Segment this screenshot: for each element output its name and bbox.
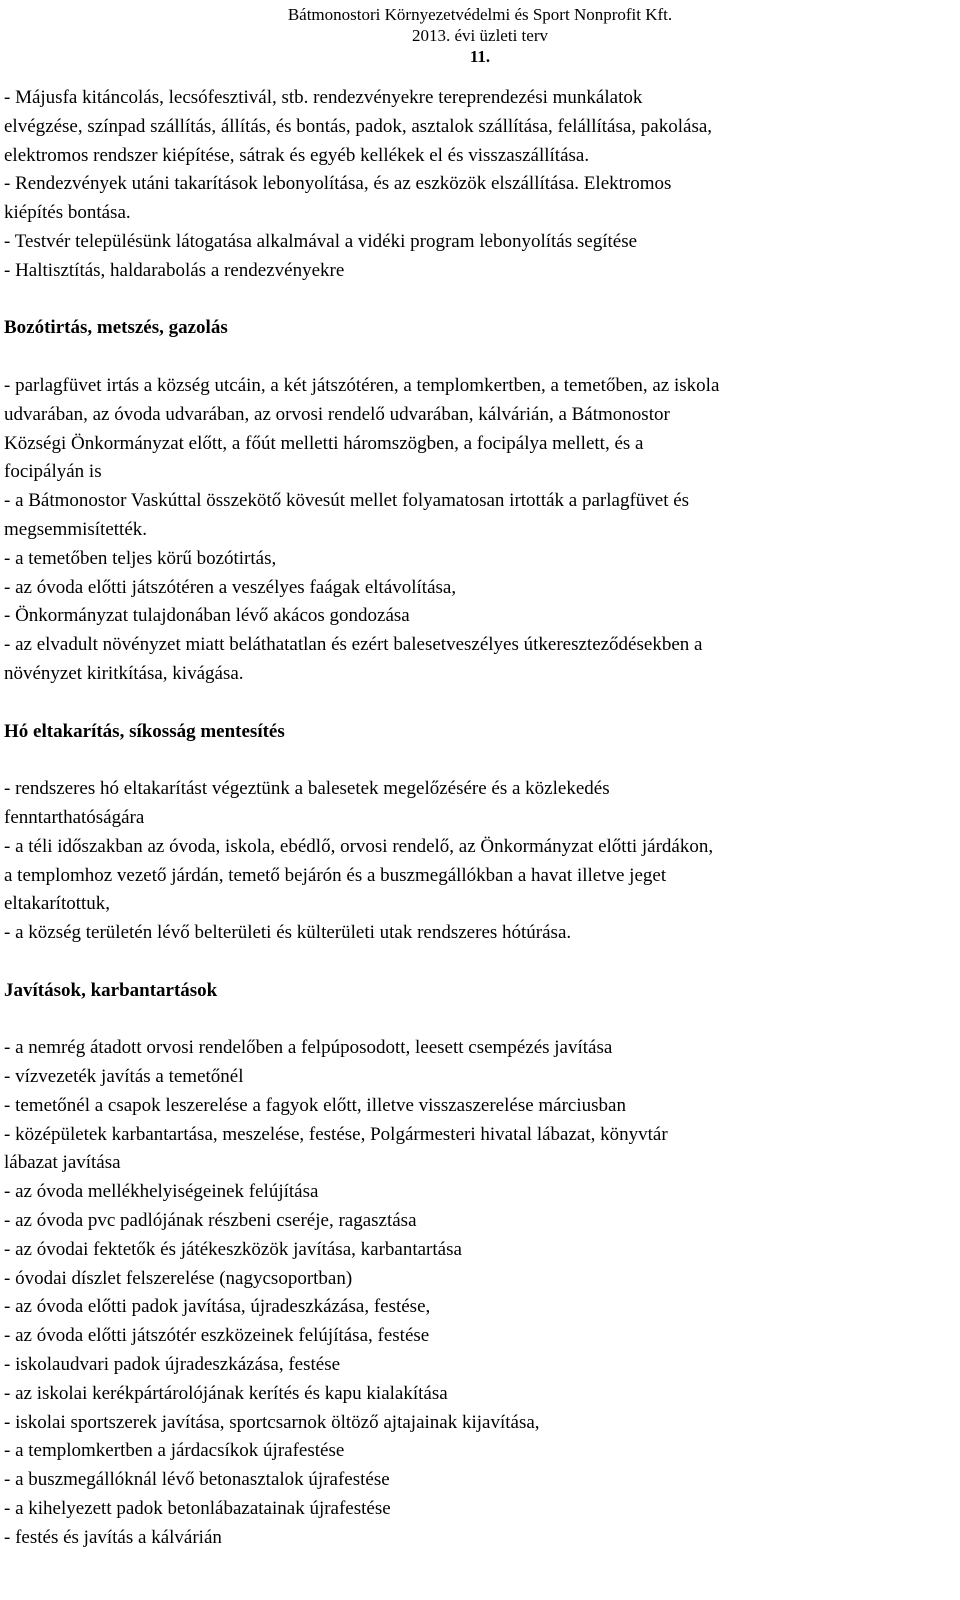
- text-line: - Testvér településünk látogatása alkalmával a vidéki program lebonyolítás segítése: [4, 230, 638, 252]
- text-line: lábazat javítása: [4, 1152, 121, 1174]
- document-body: [4, 84, 952, 1553]
- spacer: [4, 689, 952, 718]
- text-line: - középületek karbantartása, meszelése, festése, Polgármesteri hivatal lábazat, könyvtár: [4, 1123, 668, 1145]
- text-line: - a nemrég átadott orvosi rendelőben a felpúposodott, leesett csempézés javítása: [4, 1037, 613, 1059]
- section-heading: Javítások, karbantartások: [4, 979, 218, 1001]
- text-line: kiépítés bontása.: [4, 202, 131, 224]
- text-line: a templomhoz vezető járdán, temető bejárón és a buszmegállókban a havat illetve jeget: [4, 864, 667, 886]
- spacer: [4, 948, 952, 977]
- snow-section: [4, 718, 952, 948]
- text-line: fenntarthatóságára: [4, 806, 145, 828]
- text-line: - rendszeres hó eltakarítást végeztünk a balesetek megelőzésére és a közlekedés: [4, 778, 610, 800]
- text-line: megsemmisítették.: [4, 518, 148, 540]
- text-line: - iskolai sportszerek javítása, sportcsarnok öltöző ajtajainak kijavítása,: [4, 1411, 540, 1433]
- text-line: - Önkormányzat tulajdonában lévő akácos gondozása: [4, 605, 410, 627]
- text-line: elektromos rendszer kiépítése, sátrak és egyéb kellékek el és visszaszállítása.: [4, 144, 590, 166]
- text-line: - a templomkertben a járdacsíkok újrafestése: [4, 1440, 345, 1462]
- company-name: Bátmonostori Környezetvédelmi és Sport Nonprofit Kft.: [287, 5, 673, 24]
- text-line: - az iskolai kerékpártárolójának kerítés és kapu kialakítása: [4, 1382, 448, 1404]
- brush-section: [4, 314, 952, 688]
- spacer: [4, 1006, 952, 1035]
- text-line: növényzet kiritkítása, kivágása.: [4, 662, 244, 684]
- text-line: - az óvoda mellékhelyiségeinek felújítása: [4, 1181, 319, 1203]
- text-line: - Haltisztítás, haldarabolás a rendezvényekre: [4, 259, 345, 281]
- spacer: [4, 343, 952, 372]
- text-line: - vízvezeték javítás a temetőnél: [4, 1066, 244, 1088]
- text-line: - az óvoda előtti játszótér eszközeinek felújítása, festése: [4, 1325, 430, 1347]
- text-line: udvarában, az óvoda udvarában, az orvosi rendelő udvarában, kálvárián, a Bátmonostor: [4, 403, 670, 425]
- text-line: - az óvoda pvc padlójának részbeni cseréje, ragasztása: [4, 1210, 417, 1232]
- text-line: - a temetőben teljes körű bozótirtás,: [4, 547, 277, 569]
- text-line: - iskolaudvari padok újradeszkázása, festése: [4, 1354, 341, 1376]
- text-line: - a téli időszakban az óvoda, iskola, ebédlő, orvosi rendelő, az Önkormányzat előtti járdákon,: [4, 835, 714, 857]
- text-line: - óvodai díszlet felszerelése (nagycsoportban): [4, 1267, 353, 1289]
- page-header: [0, 0, 960, 67]
- page-number: 11.: [469, 47, 491, 66]
- plan-title: 2013. évi üzleti terv: [412, 26, 548, 45]
- text-line: - az elvadult növényzet miatt beláthatatlan és ezért balesetveszélyes útkereszteződésekben a: [4, 634, 703, 656]
- text-line: focipályán is: [4, 461, 102, 483]
- spacer: [4, 286, 952, 315]
- text-line: - festés és javítás a kálvárián: [4, 1526, 222, 1548]
- text-line: - Rendezvények utáni takarítások lebonyolítása, és az eszközök elszállítása. Elektromos: [4, 173, 672, 195]
- text-line: - a kihelyezett padok betonlábazatainak újrafestése: [4, 1498, 391, 1520]
- text-line: - a Bátmonostor Vaskúttal összekötő kövesút mellet folyamatosan irtották a parlagfüvet és: [4, 490, 690, 512]
- text-line: - a község területén lévő belterületi és külterületi utak rendszeres hótúrása.: [4, 922, 572, 944]
- text-line: - temetőnél a csapok leszerelése a fagyok előtt, illetve visszaszerelése márciusban: [4, 1094, 626, 1116]
- events-section: [4, 84, 952, 286]
- text-line: Községi Önkormányzat előtt, a főút melletti háromszögben, a focipálya mellett, és a: [4, 432, 644, 454]
- text-line: - a buszmegállóknál lévő betonasztalok újrafestése: [4, 1469, 390, 1491]
- spacer: [4, 746, 952, 775]
- text-line: elvégzése, színpad szállítás, állítás, és bontás, padok, asztalok szállítása, felállítása, pakolása,: [4, 115, 713, 137]
- text-line: - az óvoda előtti padok javítása, újradeszkázása, festése,: [4, 1296, 431, 1318]
- section-heading: Hó eltakarítás, síkosság mentesítés: [4, 720, 285, 742]
- repairs-section: [4, 977, 952, 1553]
- text-line: eltakarítottuk,: [4, 893, 111, 915]
- text-line: - az óvoda előtti játszótéren a veszélyes faágak eltávolítása,: [4, 576, 457, 598]
- text-line: - az óvodai fektetők és játékeszközök javítása, karbantartása: [4, 1238, 462, 1260]
- text-line: - Májusfa kitáncolás, lecsófesztivál, stb. rendezvényekre tereprendezési munkálatok: [4, 87, 643, 108]
- text-line: - parlagfüvet irtás a község utcáin, a két játszótéren, a templomkertben, a temetőben, az iskola: [4, 374, 720, 396]
- section-heading: Bozótirtás, metszés, gazolás: [4, 317, 228, 339]
